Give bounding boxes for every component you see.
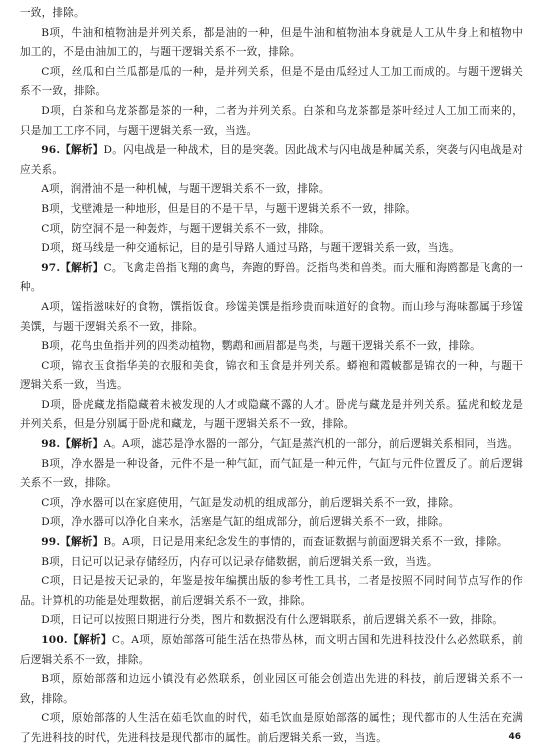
- paragraph-text: A。A项，滤芯是净水器的一部分，气缸是蒸汽机的一部分，前后逻辑关系相同，当选。: [103, 438, 519, 451]
- paragraph-text: C。A项，原始部落可能生活在热带丛林，而文明古国和先进科技没什么必然联系，前后逻辑关系不一致，排除。: [20, 634, 523, 666]
- paragraph-text: B项，戈壁滩是一种地形，但是目的不是干旱，与题干逻辑关系不一致，排除。: [41, 202, 417, 215]
- paragraph-text: C项，原始部落的人生活在茹毛饮血的时代，茹毛饮血是原始部落的属性；现代都市的人生活在充满了先进科技的时代，先进科技是现代都市的属性。前后逻辑关系一致，当选。: [20, 712, 523, 744]
- explanation-paragraph: [20, 102, 523, 141]
- question-number: 100.: [41, 634, 68, 646]
- paragraph-text: C项，净水器可以在家庭使用，气缸是发动机的组成部分，前后逻辑关系不一致，排除。: [41, 496, 460, 509]
- answer-explanation-heading: [20, 259, 523, 298]
- explanation-paragraph: [20, 494, 523, 514]
- explanation-paragraph: [20, 709, 523, 748]
- paragraph-text: B项，日记可以记录存储经历，内存可以记录存储数据，前后逻辑关系一致，当选。: [41, 555, 438, 568]
- explanation-paragraph: [20, 553, 523, 573]
- paragraph-text: D项，斑马线是一种交通标记，目的是引导路人通过马路，与题干逻辑关系一致，当选。: [41, 242, 461, 255]
- paragraph-text: B。A项，日记是用来纪念发生的事情的，而查证数据与前面逻辑关系不一致，排除。: [103, 536, 508, 549]
- answer-explanation-heading: [20, 631, 523, 670]
- paragraph-text: D项，日记可以按照日期进行分类，图片和数据没有什么逻辑联系，前后逻辑关系不一致，排除。: [41, 614, 504, 627]
- explanation-paragraph: [20, 24, 523, 63]
- paragraph-text: B项，牛油和植物油是并列关系，都是油的一种，但是牛油和植物油本身就是人工从牛身上和植物中加工的，不是由油加工的，与题干逻辑关系不一致，排除。: [20, 26, 523, 59]
- explanation-paragraph: [20, 180, 523, 200]
- analysis-label: 【解析】: [67, 634, 112, 646]
- question-number: 99.: [41, 536, 61, 549]
- explanation-paragraph: [20, 298, 523, 337]
- question-number: 97.: [41, 261, 61, 274]
- explanation-paragraph: [20, 670, 523, 709]
- explanation-paragraph: [20, 337, 523, 357]
- paragraph-text: A项，润滑油不是一种机械，与题干逻辑关系不一致，排除。: [41, 183, 330, 196]
- paragraph-text: A项，馐指滋味好的食物，馔指饭食。珍馐美馔是指珍贵而味道好的食物。而山珍与海味都属于珍馐美馔，与题干逻辑关系不一致，排除。: [20, 300, 523, 333]
- paragraph-text: 一致，排除。: [20, 7, 85, 19]
- explanation-paragraph: [20, 572, 523, 611]
- paragraph-text: C项，日记是按天记录的，年鉴是按年编撰出版的参考性工具书，二者是按照不同时间节点写作的作品。计算机的功能是处理数据，前后逻辑关系不一致，排除。: [20, 575, 523, 607]
- explanation-paragraph: [20, 63, 523, 102]
- explanation-paragraph: [20, 357, 523, 396]
- paragraph-text: D项，卧虎藏龙指隐藏着未被发现的人才或隐藏不露的人才。卧虎与藏龙是并列关系。猛虎和蛟龙是并列关系，但是分别属于卧虎和藏龙，与题干逻辑关系不一致，排除。: [20, 398, 523, 431]
- explanation-paragraph: [20, 239, 523, 259]
- analysis-label: 【解析】: [60, 144, 104, 157]
- paragraph-text: D项，净水器可以净化自来水，活塞是气缸的组成部分，前后逻辑关系不一致，排除。: [41, 516, 450, 529]
- paragraph-text: B项，花鸟虫鱼指并列的四类动植物，鹦鹉和画眉都是鸟类，与题干逻辑关系不一致，排除。: [41, 340, 481, 353]
- explanation-body: [20, 4, 523, 749]
- paragraph-text: B项，净水器是一种设备，元件不是一种气缸，而气缸是一种元件，气缸与元件位置反了。前后逻辑关系不一致，排除。: [20, 457, 523, 490]
- explanation-paragraph: [20, 4, 523, 24]
- question-number: 98.: [41, 438, 61, 451]
- paragraph-text: C项，防空洞不是一种轰炸，与题干逻辑关系不一致，排除。: [41, 222, 331, 235]
- analysis-label: 【解析】: [60, 536, 104, 549]
- question-number: 96.: [41, 144, 61, 157]
- explanation-paragraph: [20, 611, 523, 631]
- answer-explanation-heading: [20, 141, 523, 180]
- analysis-label: 【解析】: [60, 438, 104, 451]
- paragraph-text: C项，锦衣玉食指华美的衣服和美食，锦衣和玉食是并列关系。蟒袍和霞帔都是锦衣的一种，与题干逻辑关系一致，当选。: [20, 359, 523, 392]
- paragraph-text: D。闪电战是一种战术，目的是突袭。因此战术与闪电战是种属关系，突袭与闪电战是对应关系。: [20, 144, 523, 176]
- explanation-paragraph: [20, 220, 523, 240]
- explanation-paragraph: [20, 513, 523, 533]
- paragraph-text: D项，白茶和乌龙茶都是茶的一种，二者为并列关系。白茶和乌龙茶都是茶叶经过人工加工而来的，只是加工工序不同，与题干逻辑关系一致，当选。: [20, 104, 523, 137]
- paragraph-text: B项，原始部落和边远小镇没有必然联系，创业园区可能会创造出先进的科技，前后逻辑关系不一致，排除。: [20, 673, 523, 705]
- explanation-paragraph: [20, 200, 523, 220]
- answer-explanation-heading: [20, 533, 523, 553]
- analysis-label: 【解析】: [60, 261, 104, 274]
- paragraph-text: C。飞禽走兽指飞翔的禽鸟，奔跑的野兽。泛指鸟类和兽类。而大雁和海鸥都是飞禽的一种。: [20, 261, 523, 294]
- paragraph-text: C项，丝瓜和白兰瓜都是瓜的一种，是并列关系，但是不是由瓜经过人工加工而成的。与题干逻辑关系不一致，排除。: [20, 65, 523, 98]
- page-number: 46: [508, 732, 521, 742]
- answer-explanation-heading: [20, 435, 523, 455]
- explanation-paragraph: [20, 455, 523, 494]
- explanation-paragraph: [20, 396, 523, 435]
